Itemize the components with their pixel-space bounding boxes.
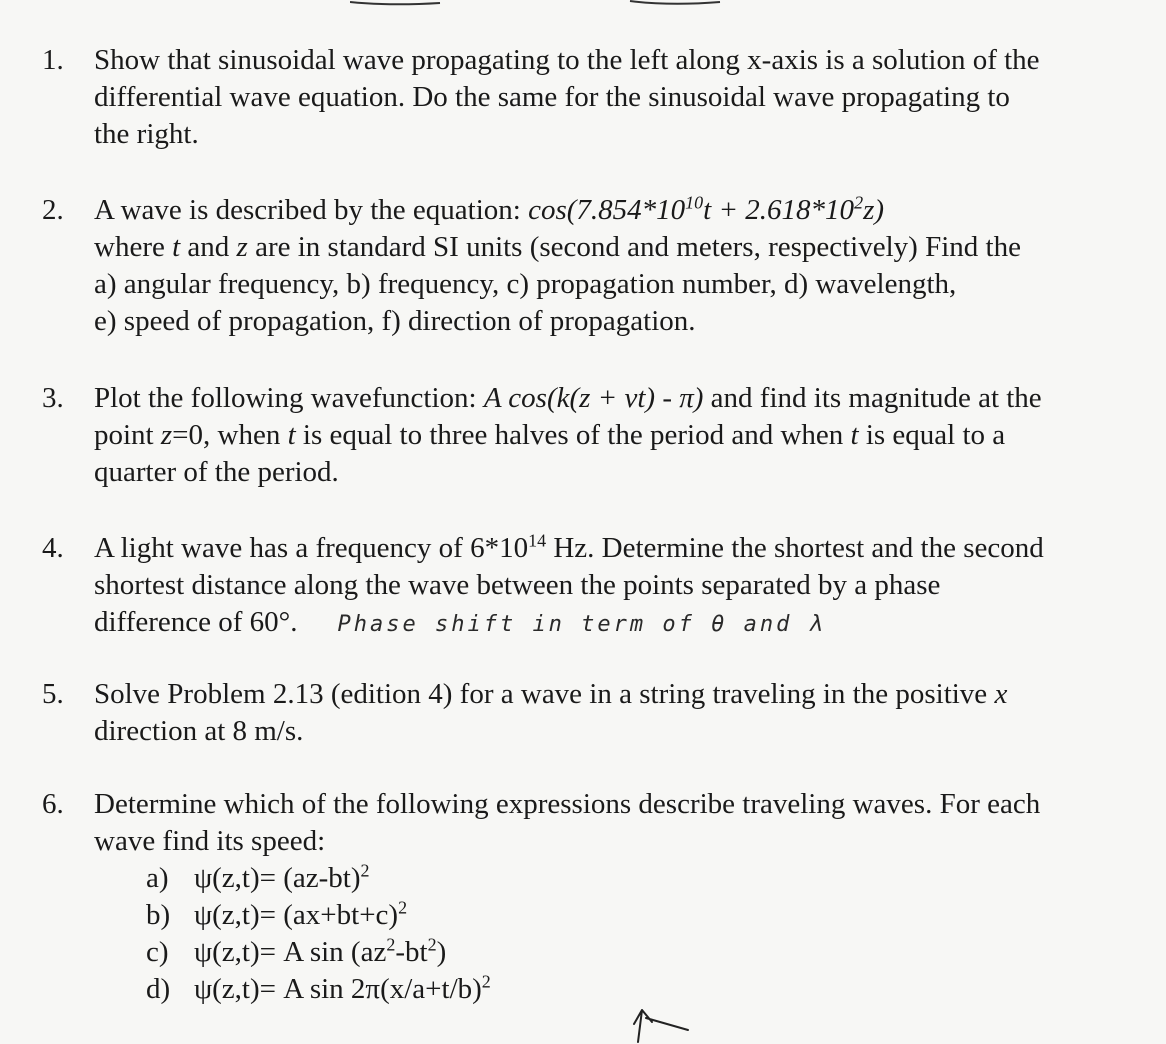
exponent: 14 [528, 530, 547, 551]
exponent: 2 [854, 192, 864, 213]
question-text [94, 42, 1164, 153]
question-line: a) angular frequency, b) frequency, c) propagation number, d) wavelength, [94, 268, 957, 300]
text-run: and [180, 231, 237, 263]
text-run: t + 2.618*10 [703, 194, 855, 226]
question-text [94, 786, 1164, 1008]
question-text [94, 380, 1164, 491]
question-number: 1. [42, 44, 64, 76]
text-run: is equal to three halves of the period and when [295, 419, 851, 451]
question-line [94, 380, 1164, 417]
question-text [94, 192, 1164, 340]
question-number: 6. [42, 788, 64, 820]
question-line: direction at 8 m/s. [94, 715, 304, 747]
expression: ) [436, 936, 447, 968]
equation: A cos(k(z + vt) - π) [483, 382, 704, 414]
question-line: Determine which of the following expressions describe traveling waves. For each [94, 788, 1041, 820]
exponent: 2 [398, 897, 408, 918]
handwritten-note: Phase shift in term of θ and λ [337, 612, 825, 637]
question-line: wave find its speed: [94, 825, 326, 857]
question-line: Show that sinusoidal wave propagating to the left along x-axis is a solution of the [94, 44, 1040, 76]
expression: -bt [395, 936, 428, 968]
text-run: where [94, 231, 173, 263]
question-line [94, 604, 1164, 643]
text-run: Hz. Determine the shortest and the second [546, 532, 1044, 564]
item-label: a) [146, 862, 169, 894]
text-run: A light wave has a frequency of 6*10 [94, 532, 529, 564]
question-number: 4. [42, 532, 64, 564]
question-line [94, 676, 1164, 713]
question-number: 3. [42, 382, 64, 414]
text-run: and find its magnitude at the [703, 382, 1042, 414]
text-run: Plot the following wavefunction: [94, 382, 484, 414]
variable: x [994, 678, 1008, 710]
list-item [94, 971, 1164, 1008]
exponent: 2 [360, 860, 370, 881]
question-text [94, 530, 1164, 643]
variable: z [160, 419, 173, 451]
exponent: 2 [386, 934, 396, 955]
question-line [94, 530, 1164, 567]
equation [528, 194, 884, 226]
text-run: cos(7.854*10 [528, 194, 686, 226]
list-item [94, 860, 1164, 897]
item-label: d) [146, 973, 171, 1005]
variable: t [850, 419, 859, 451]
exponent: 2 [481, 971, 491, 992]
cropped-heading-fragment [350, 0, 730, 6]
list-item [94, 934, 1164, 971]
question-line: the right. [94, 118, 199, 150]
question-number: 5. [42, 678, 64, 710]
expression: ψ(z,t)= (az-bt) [194, 862, 361, 894]
exponent: 10 [685, 192, 704, 213]
text-run: z) [863, 194, 885, 226]
item-label: b) [146, 899, 171, 931]
question-line [94, 192, 1164, 229]
question-line: differential wave equation. Do the same for the sinusoidal wave propagating to [94, 81, 1010, 113]
text-run: are in standard SI units (second and meters, respectively) Find the [247, 231, 1021, 263]
question-line [94, 417, 1164, 454]
text-run: Solve Problem 2.13 (edition 4) for a wave in a string traveling in the positive [94, 678, 995, 710]
question-line: e) speed of propagation, f) direction of propagation. [94, 305, 696, 337]
variable: z [236, 231, 248, 263]
text-run: A wave is described by the equation: [94, 194, 529, 226]
expression: ψ(z,t)= (ax+bt+c) [194, 899, 399, 931]
text-run: difference of 60°. [94, 606, 298, 638]
exponent: 2 [427, 934, 437, 955]
question-line: shortest distance along the wave between the points separated by a phase [94, 569, 941, 601]
text-run: point [94, 419, 161, 451]
text-run: is equal to a [858, 419, 1006, 451]
question-number: 2. [42, 194, 64, 226]
question-line [94, 229, 1164, 266]
expression: ψ(z,t)= A sin (az [194, 936, 387, 968]
list-item [94, 897, 1164, 934]
text-run: =0, when [172, 419, 288, 451]
item-label: c) [146, 936, 169, 968]
question-line: quarter of the period. [94, 456, 339, 488]
pen-scribble-mark [628, 1004, 698, 1044]
question-text [94, 676, 1164, 750]
expression: ψ(z,t)= A sin 2π(x/a+t/b) [194, 973, 482, 1005]
variable: t [172, 231, 181, 263]
variable: t [287, 419, 296, 451]
